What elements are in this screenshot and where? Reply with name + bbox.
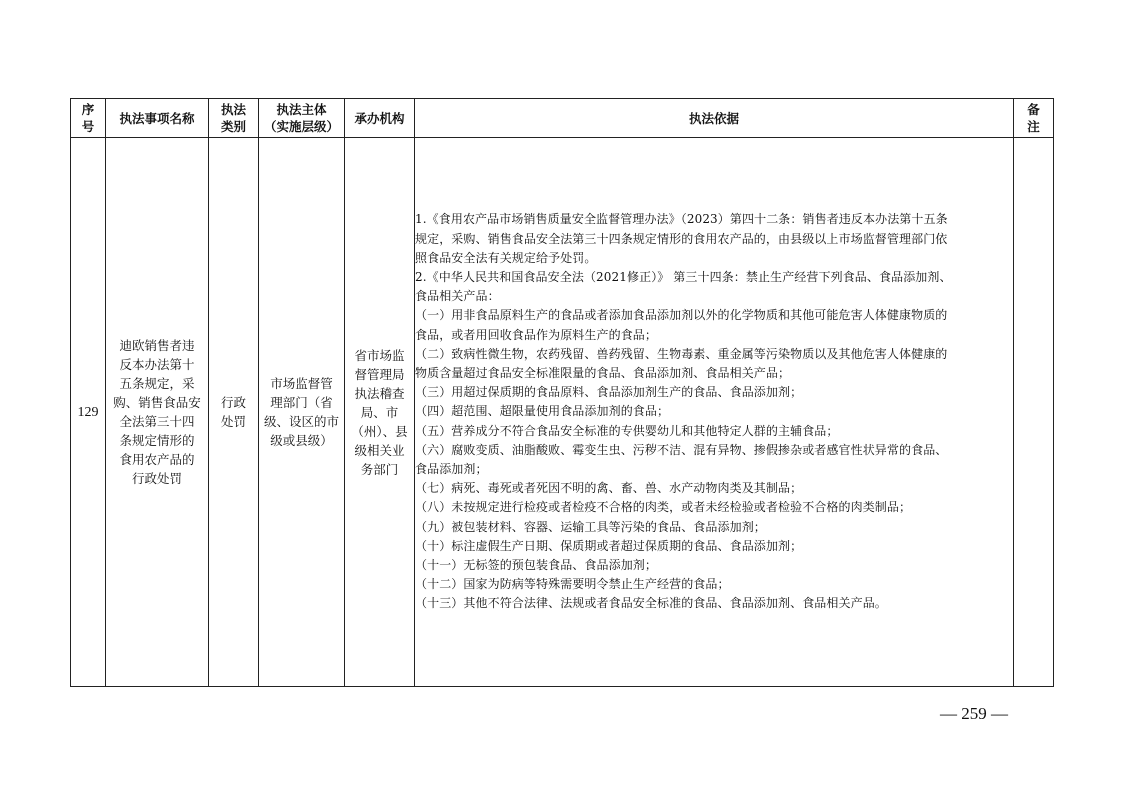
item-name-line: 食用农产品的 bbox=[119, 452, 195, 467]
agency-line: 局、市 bbox=[360, 404, 399, 420]
basis-line: （九）被包装材料、容器、运输工具等污染的食品、食品添加剂； bbox=[415, 519, 766, 534]
agency-lines bbox=[345, 346, 414, 479]
item-name-line: 条规定情形的 bbox=[119, 433, 195, 448]
cell-item-name bbox=[106, 138, 209, 687]
law-enforcement-table bbox=[70, 98, 1054, 687]
agency-line: （州）、县 bbox=[351, 423, 408, 439]
subject-line: 级或县级） bbox=[270, 433, 333, 448]
table-row bbox=[71, 138, 1054, 687]
item-name-line: 迪欧销售者违 bbox=[119, 338, 195, 353]
item-name-line: 全法第三十四 bbox=[119, 414, 195, 429]
subject-line: 级、设区的市 bbox=[263, 414, 339, 429]
header-remark: 备 注 bbox=[1014, 99, 1054, 138]
item-name-line: 五条规定，采 bbox=[119, 376, 195, 391]
subject-line: 市场监督管 bbox=[270, 376, 333, 391]
basis-line: （十一）无标签的预包装食品、食品添加剂； bbox=[415, 558, 658, 573]
basis-line: （十三）其他不符合法律、法规或者食品安全标准的食品、食品添加剂、食品相关产品。 bbox=[415, 596, 887, 611]
basis-line: 1.《食用农产品市场销售质量安全监督管理办法》（2023）第四十二条：销售者违反本办法第十五条 bbox=[415, 212, 948, 227]
agency-line: 省市场监 bbox=[354, 347, 405, 363]
cell-subject bbox=[259, 138, 345, 687]
category-lines bbox=[209, 393, 258, 431]
cell-basis bbox=[415, 138, 1014, 687]
basis-line: （十二）国家为防病等特殊需要明令禁止生产经营的食品； bbox=[415, 577, 730, 592]
agency-line: 督管理局 bbox=[354, 366, 405, 382]
header-category: 执法 类别 bbox=[209, 99, 259, 138]
basis-line: （一）用非食品原料生产的食品或者添加食品添加剂以外的化学物质和其他可能危害人体健康物质的 bbox=[415, 308, 948, 323]
basis-line: 食品相关产品： bbox=[415, 289, 500, 304]
basis-line: 2.《中华人民共和国食品安全法（2021修正）》 第三十四条：禁止生产经营下列食品、食品添加剂、 bbox=[415, 269, 952, 284]
basis-line: （七）病死、毒死或者死因不明的禽、畜、兽、水产动物肉类及其制品； bbox=[415, 481, 803, 496]
basis-line: （五）营养成分不符合食品安全标准的专供婴幼儿和其他特定人群的主辅食品； bbox=[415, 423, 839, 438]
cell-seq: 129 bbox=[71, 138, 106, 687]
cell-agency bbox=[345, 138, 415, 687]
subject-lines bbox=[259, 374, 344, 450]
basis-line: 食品添加剂； bbox=[415, 462, 488, 476]
item-name-line: 购、销售食品安 bbox=[113, 395, 201, 410]
agency-line: 执法稽查 bbox=[354, 385, 405, 401]
basis-line: （二）致病性微生物，农药残留、兽药残留、生物毒素、重金属等污染物质以及其他危害人体健康的 bbox=[415, 346, 948, 361]
basis-line: （三）用超过保质期的食品原料、食品添加剂生产的食品、食品添加剂； bbox=[415, 385, 803, 400]
subject-line: 理部门（省 bbox=[270, 395, 333, 410]
basis-line: （六）腐败变质、油脂酸败、霉变生虫、污秽不洁、混有异物、掺假掺杂或者感官性状异常的食品、 bbox=[415, 442, 948, 457]
category-line: 处罚 bbox=[220, 414, 246, 429]
basis-text bbox=[415, 210, 1013, 613]
basis-line: 规定，采购、销售食品安全法第三十四条规定情形的食用农产品的，由县级以上市场监督管理部门依 bbox=[415, 231, 948, 246]
item-name-line: 反本办法第十 bbox=[119, 357, 195, 372]
agency-line: 务部门 bbox=[360, 461, 399, 477]
item-name-line: 行政处罚 bbox=[131, 471, 182, 486]
item-name-lines bbox=[106, 336, 208, 488]
cell-remark bbox=[1014, 138, 1054, 687]
header-row bbox=[71, 99, 1054, 138]
page-number: — 259 — bbox=[940, 704, 1008, 723]
basis-line: （八）未按规定进行检疫或者检疫不合格的肉类，或者未经检验或者检验不合格的肉类制品； bbox=[415, 500, 912, 515]
basis-line: 食品，或者用回收食品作为原料生产的食品； bbox=[415, 327, 658, 342]
basis-line: （十）标注虚假生产日期、保质期或者超过保质期的食品、食品添加剂； bbox=[415, 538, 803, 553]
cell-category bbox=[209, 138, 259, 687]
header-item-name: 执法事项名称 bbox=[106, 99, 209, 138]
header-seq: 序 号 bbox=[71, 99, 106, 138]
header-basis: 执法依据 bbox=[415, 99, 1014, 138]
header-subject: 执法主体 （实施层级） bbox=[259, 99, 345, 138]
header-agency: 承办机构 bbox=[345, 99, 415, 138]
basis-line: （四）超范围、超限量使用食品添加剂的食品； bbox=[415, 404, 670, 419]
basis-line: 物质含量超过食品安全标准限量的食品、食品添加剂、食品相关产品； bbox=[415, 365, 791, 380]
category-line: 行政 bbox=[220, 395, 246, 410]
agency-line: 级相关业 bbox=[354, 442, 405, 458]
basis-line: 照食品安全法有关规定给予处罚。 bbox=[415, 250, 597, 265]
